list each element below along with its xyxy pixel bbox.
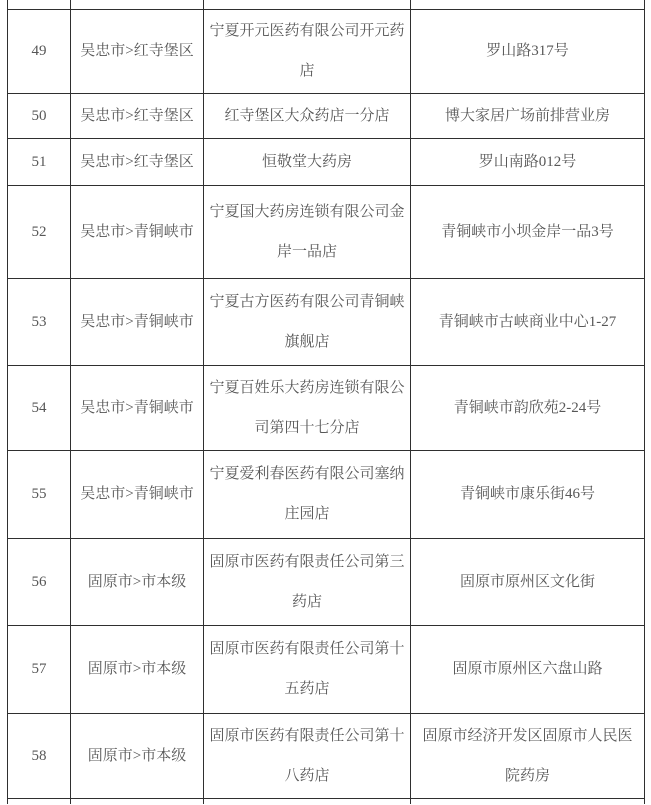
address-cell: 青铜峡市韵欣苑2-24号 (411, 365, 645, 450)
region-cell: 吴忠市>红寺堡区 (71, 138, 204, 185)
region-cell (71, 798, 204, 804)
region-cell: 吴忠市>青铜峡市 (71, 185, 204, 278)
pharmacy-name-cell: 宁夏国大药房连锁有限公司金岸一品店 (204, 185, 411, 278)
row-number-cell: 56 (8, 538, 71, 625)
address-cell: 固原市经济开发区固原市人民医院药房 (411, 713, 645, 798)
region-cell: 吴忠市>青铜峡市 (71, 450, 204, 538)
row-number-cell: 49 (8, 9, 71, 93)
table-row (8, 185, 645, 278)
pharmacy-name-cell: 固原市医药有限责任公司第十八药店 (204, 713, 411, 798)
address-cell: 青铜峡市小坝金岸一品3号 (411, 185, 645, 278)
address-cell (411, 798, 645, 804)
region-cell: 固原市>市本级 (71, 538, 204, 625)
region-cell (71, 0, 204, 9)
address-cell: 青铜峡市康乐街46号 (411, 450, 645, 538)
table-row (8, 713, 645, 798)
pharmacy-name-cell: 宁夏古方医药有限公司青铜峡旗舰店 (204, 278, 411, 365)
table-row (8, 93, 645, 138)
table-row (8, 538, 645, 625)
row-number-cell: 50 (8, 93, 71, 138)
address-cell: 博大家居广场前排营业房 (411, 93, 645, 138)
row-number-cell: 55 (8, 450, 71, 538)
row-number-cell: 51 (8, 138, 71, 185)
region-cell: 吴忠市>红寺堡区 (71, 93, 204, 138)
region-cell: 吴忠市>青铜峡市 (71, 278, 204, 365)
region-cell: 吴忠市>红寺堡区 (71, 9, 204, 93)
pharmacy-name-cell (204, 798, 411, 804)
address-cell (411, 0, 645, 9)
pharmacy-name-cell: 宁夏爱利春医药有限公司塞纳庄园店 (204, 450, 411, 538)
row-number-cell: 58 (8, 713, 71, 798)
pharmacy-name-cell (204, 0, 411, 9)
table-row (8, 9, 645, 93)
row-number-cell: 52 (8, 185, 71, 278)
row-number-cell: 53 (8, 278, 71, 365)
pharmacy-name-cell: 固原市医药有限责任公司第十五药店 (204, 625, 411, 713)
table-row (8, 278, 645, 365)
pharmacy-table (7, 0, 645, 804)
pharmacy-name-cell: 宁夏开元医药有限公司开元药店 (204, 9, 411, 93)
address-cell: 青铜峡市古峡商业中心1-27 (411, 278, 645, 365)
region-cell: 吴忠市>青铜峡市 (71, 365, 204, 450)
table-row (8, 625, 645, 713)
pharmacy-name-cell: 红寺堡区大众药店一分店 (204, 93, 411, 138)
table-row (8, 450, 645, 538)
row-number-cell: 54 (8, 365, 71, 450)
partial-row-top (8, 0, 645, 9)
partial-row-bottom (8, 798, 645, 804)
address-cell: 罗山南路012号 (411, 138, 645, 185)
row-number-cell: 57 (8, 625, 71, 713)
address-cell: 固原市原州区六盘山路 (411, 625, 645, 713)
pharmacy-name-cell: 固原市医药有限责任公司第三药店 (204, 538, 411, 625)
table-row (8, 365, 645, 450)
address-cell: 固原市原州区文化街 (411, 538, 645, 625)
table-row (8, 138, 645, 185)
row-number-cell (8, 0, 71, 9)
pharmacy-name-cell: 恒敬堂大药房 (204, 138, 411, 185)
row-number-cell (8, 798, 71, 804)
region-cell: 固原市>市本级 (71, 625, 204, 713)
region-cell: 固原市>市本级 (71, 713, 204, 798)
address-cell: 罗山路317号 (411, 9, 645, 93)
pharmacy-name-cell: 宁夏百姓乐大药房连锁有限公司第四十七分店 (204, 365, 411, 450)
